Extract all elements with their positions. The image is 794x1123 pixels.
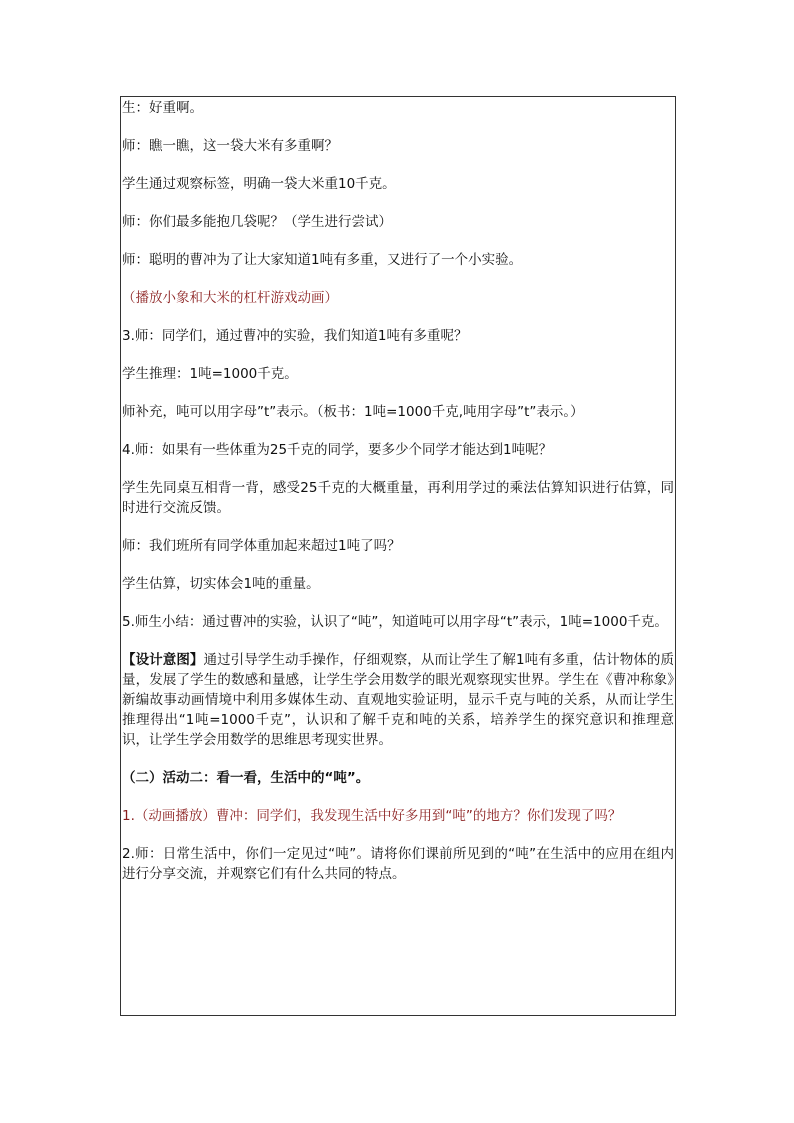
dialogue-line: 师：我们班所有同学体重加起来超过1吨了吗？ — [122, 538, 401, 554]
teacher-supplement: 师补充，吨可以用字母”t”表示。（板书：1吨=1000千克,吨用字母”t”表示。） — [122, 404, 584, 420]
dialogue-line: 师：瞧一瞧，这一袋大米有多重啊？ — [122, 138, 338, 154]
student-activity: 学生推理：1吨=1000千克。 — [122, 366, 298, 382]
design-intent-text: 通过引导学生动手操作，仔细观察，从而让学生了解1吨有多重，估计物体的质量，发展了学生的数感和量感，让学生学会用数学的眼光观察现实世界。学生在《曹冲称象》新编故事动画情境中利用多媒体生动、直观地实验证明，显示千克与吨的关系，从而让学生推理得出“1吨=1000千克”，认识和了解千克和吨的关系，培养学生的探究意识和推理意识，让学生学会用数学的思维思考现实世界。 — [122, 652, 674, 748]
dialogue-line: 2.师：日常生活中，你们一定见过“吨”。请将你们课前所见到的“吨”在生活中的应用在组内进行分享交流，并观察它们有什么共同的特点。 — [122, 846, 674, 882]
dialogue-line: 师：你们最多能抱几袋呢？（学生进行尝试） — [122, 214, 392, 230]
student-activity: 学生估算，切实体会1吨的重量。 — [122, 576, 320, 592]
summary-line: 5.师生小结：通过曹冲的实验，认识了“吨”，知道吨可以用字母“t”表示，1吨=1000千克。 — [122, 614, 668, 630]
lesson-content — [120, 96, 676, 902]
dialogue-line: 4.师：如果有一些体重为25千克的同学，要多少个同学才能达到1吨呢？ — [122, 442, 553, 458]
animation-note: （播放小象和大米的杠杆游戏动画） — [122, 290, 338, 306]
student-activity: 学生先同桌互相背一背，感受25千克的大概重量，再利用学过的乘法估算知识进行估算，同时进行交流反馈。 — [122, 480, 674, 516]
design-intent — [122, 650, 674, 750]
dialogue-line: 3.师：同学们，通过曹冲的实验，我们知道1吨有多重呢？ — [122, 328, 468, 344]
student-activity: 学生通过观察标签，明确一袋大米重10千克。 — [122, 176, 396, 192]
dialogue-line: 师：聪明的曹冲为了让大家知道1吨有多重，又进行了一个小实验。 — [122, 252, 523, 268]
animation-note: 1.（动画播放）曹冲：同学们，我发现生活中好多用到“吨”的地方？你们发现了吗？ — [122, 808, 622, 824]
section-heading: （二）活动二：看一看，生活中的“吨”。 — [122, 770, 370, 786]
dialogue-line: 生：好重啊。 — [122, 100, 203, 116]
design-intent-label: 【设计意图】 — [122, 652, 204, 668]
